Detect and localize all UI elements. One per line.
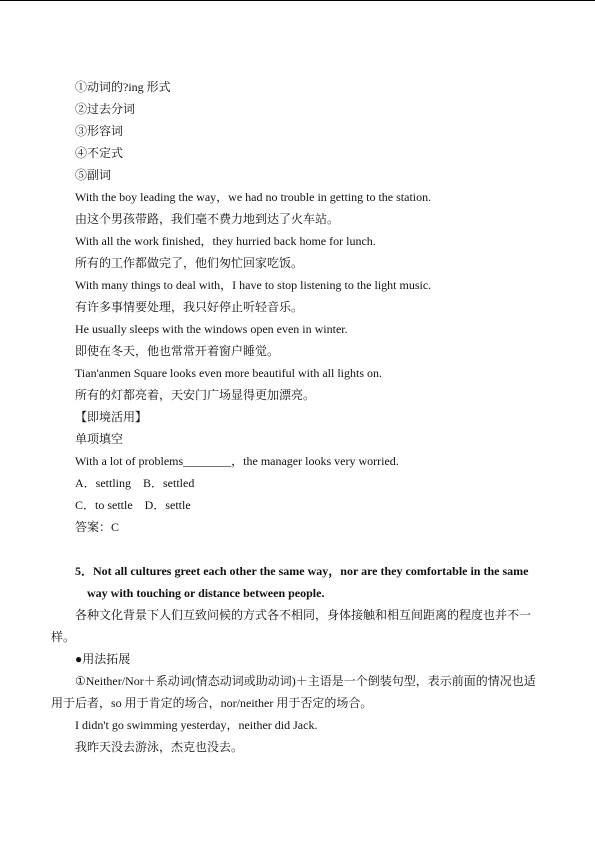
list-item-ing-form: ①动词的?ing 形式 bbox=[75, 80, 171, 94]
list-item-infinitive: ④不定式 bbox=[75, 146, 124, 160]
usage-rule: ①Neither/Nor＋系动词(情态动词或助动词)＋主语是一个倒装句型，表示前面的情况也适 bbox=[75, 674, 536, 688]
exercise-answer: 答案：C bbox=[75, 520, 120, 534]
example-sentence-zh: 由这个男孩带路，我们毫不费力地到达了火车站。 bbox=[75, 212, 340, 226]
exercise-options-ab: A．settling B．settled bbox=[75, 476, 195, 490]
exercise-options-cd: C．to settle D．settle bbox=[75, 498, 191, 512]
point5-translation: 各种文化背景下人们互致问候的方式各不相同，身体接触和相互间距离的程度也并不一 bbox=[75, 608, 532, 622]
point5-translation-cont: 样。 bbox=[51, 630, 76, 644]
list-item-adjective: ③形容词 bbox=[75, 124, 124, 138]
usage-heading: ●用法拓展 bbox=[75, 652, 131, 666]
point5-title: 5．Not all cultures greet each other the same way，nor are they comfortable in the same bbox=[75, 564, 529, 578]
exercise-question: With a lot of problems________，the manager looks very worried. bbox=[75, 454, 399, 468]
section-spacer bbox=[75, 538, 543, 560]
point5-title-cont: way with touching or distance between people. bbox=[87, 586, 325, 600]
example-sentence-zh: 所有的灯都亮着，天安门广场显得更加漂亮。 bbox=[75, 388, 316, 402]
example-sentence-en: Tian'anmen Square looks even more beautiful with all lights on. bbox=[75, 366, 383, 380]
list-item-adverb: ⑤副词 bbox=[75, 168, 112, 182]
list-item-past-participle: ②过去分词 bbox=[75, 102, 136, 116]
example-sentence-zh: 有许多事情要处理，我只好停止听轻音乐。 bbox=[75, 300, 304, 314]
example-sentence-en: With all the work finished，they hurried back home for lunch. bbox=[75, 234, 376, 248]
example-sentence-zh: 即使在冬天，他也常常开着窗户睡觉。 bbox=[75, 344, 280, 358]
usage-rule-cont: 用于后者，so 用于肯定的场合，nor/neither 用于否定的场合。 bbox=[51, 696, 373, 710]
exercise-type: 单项填空 bbox=[75, 432, 124, 446]
exercise-heading: 【即境活用】 bbox=[75, 410, 148, 424]
usage-example-en: I didn't go swimming yesterday，neither did Jack. bbox=[75, 718, 318, 732]
example-sentence-zh: 所有的工作都做完了，他们匆忙回家吃饭。 bbox=[75, 256, 304, 270]
example-sentence-en: He usually sleeps with the windows open even in winter. bbox=[75, 322, 348, 336]
usage-example-zh: 我昨天没去游泳，杰克也没去。 bbox=[75, 740, 244, 754]
example-sentence-en: With the boy leading the way，we had no trouble in getting to the station. bbox=[75, 190, 432, 204]
example-sentence-en: With many things to deal with，I have to stop listening to the light music. bbox=[75, 278, 432, 292]
page-top-border bbox=[0, 0, 595, 1]
document-body bbox=[51, 76, 543, 758]
